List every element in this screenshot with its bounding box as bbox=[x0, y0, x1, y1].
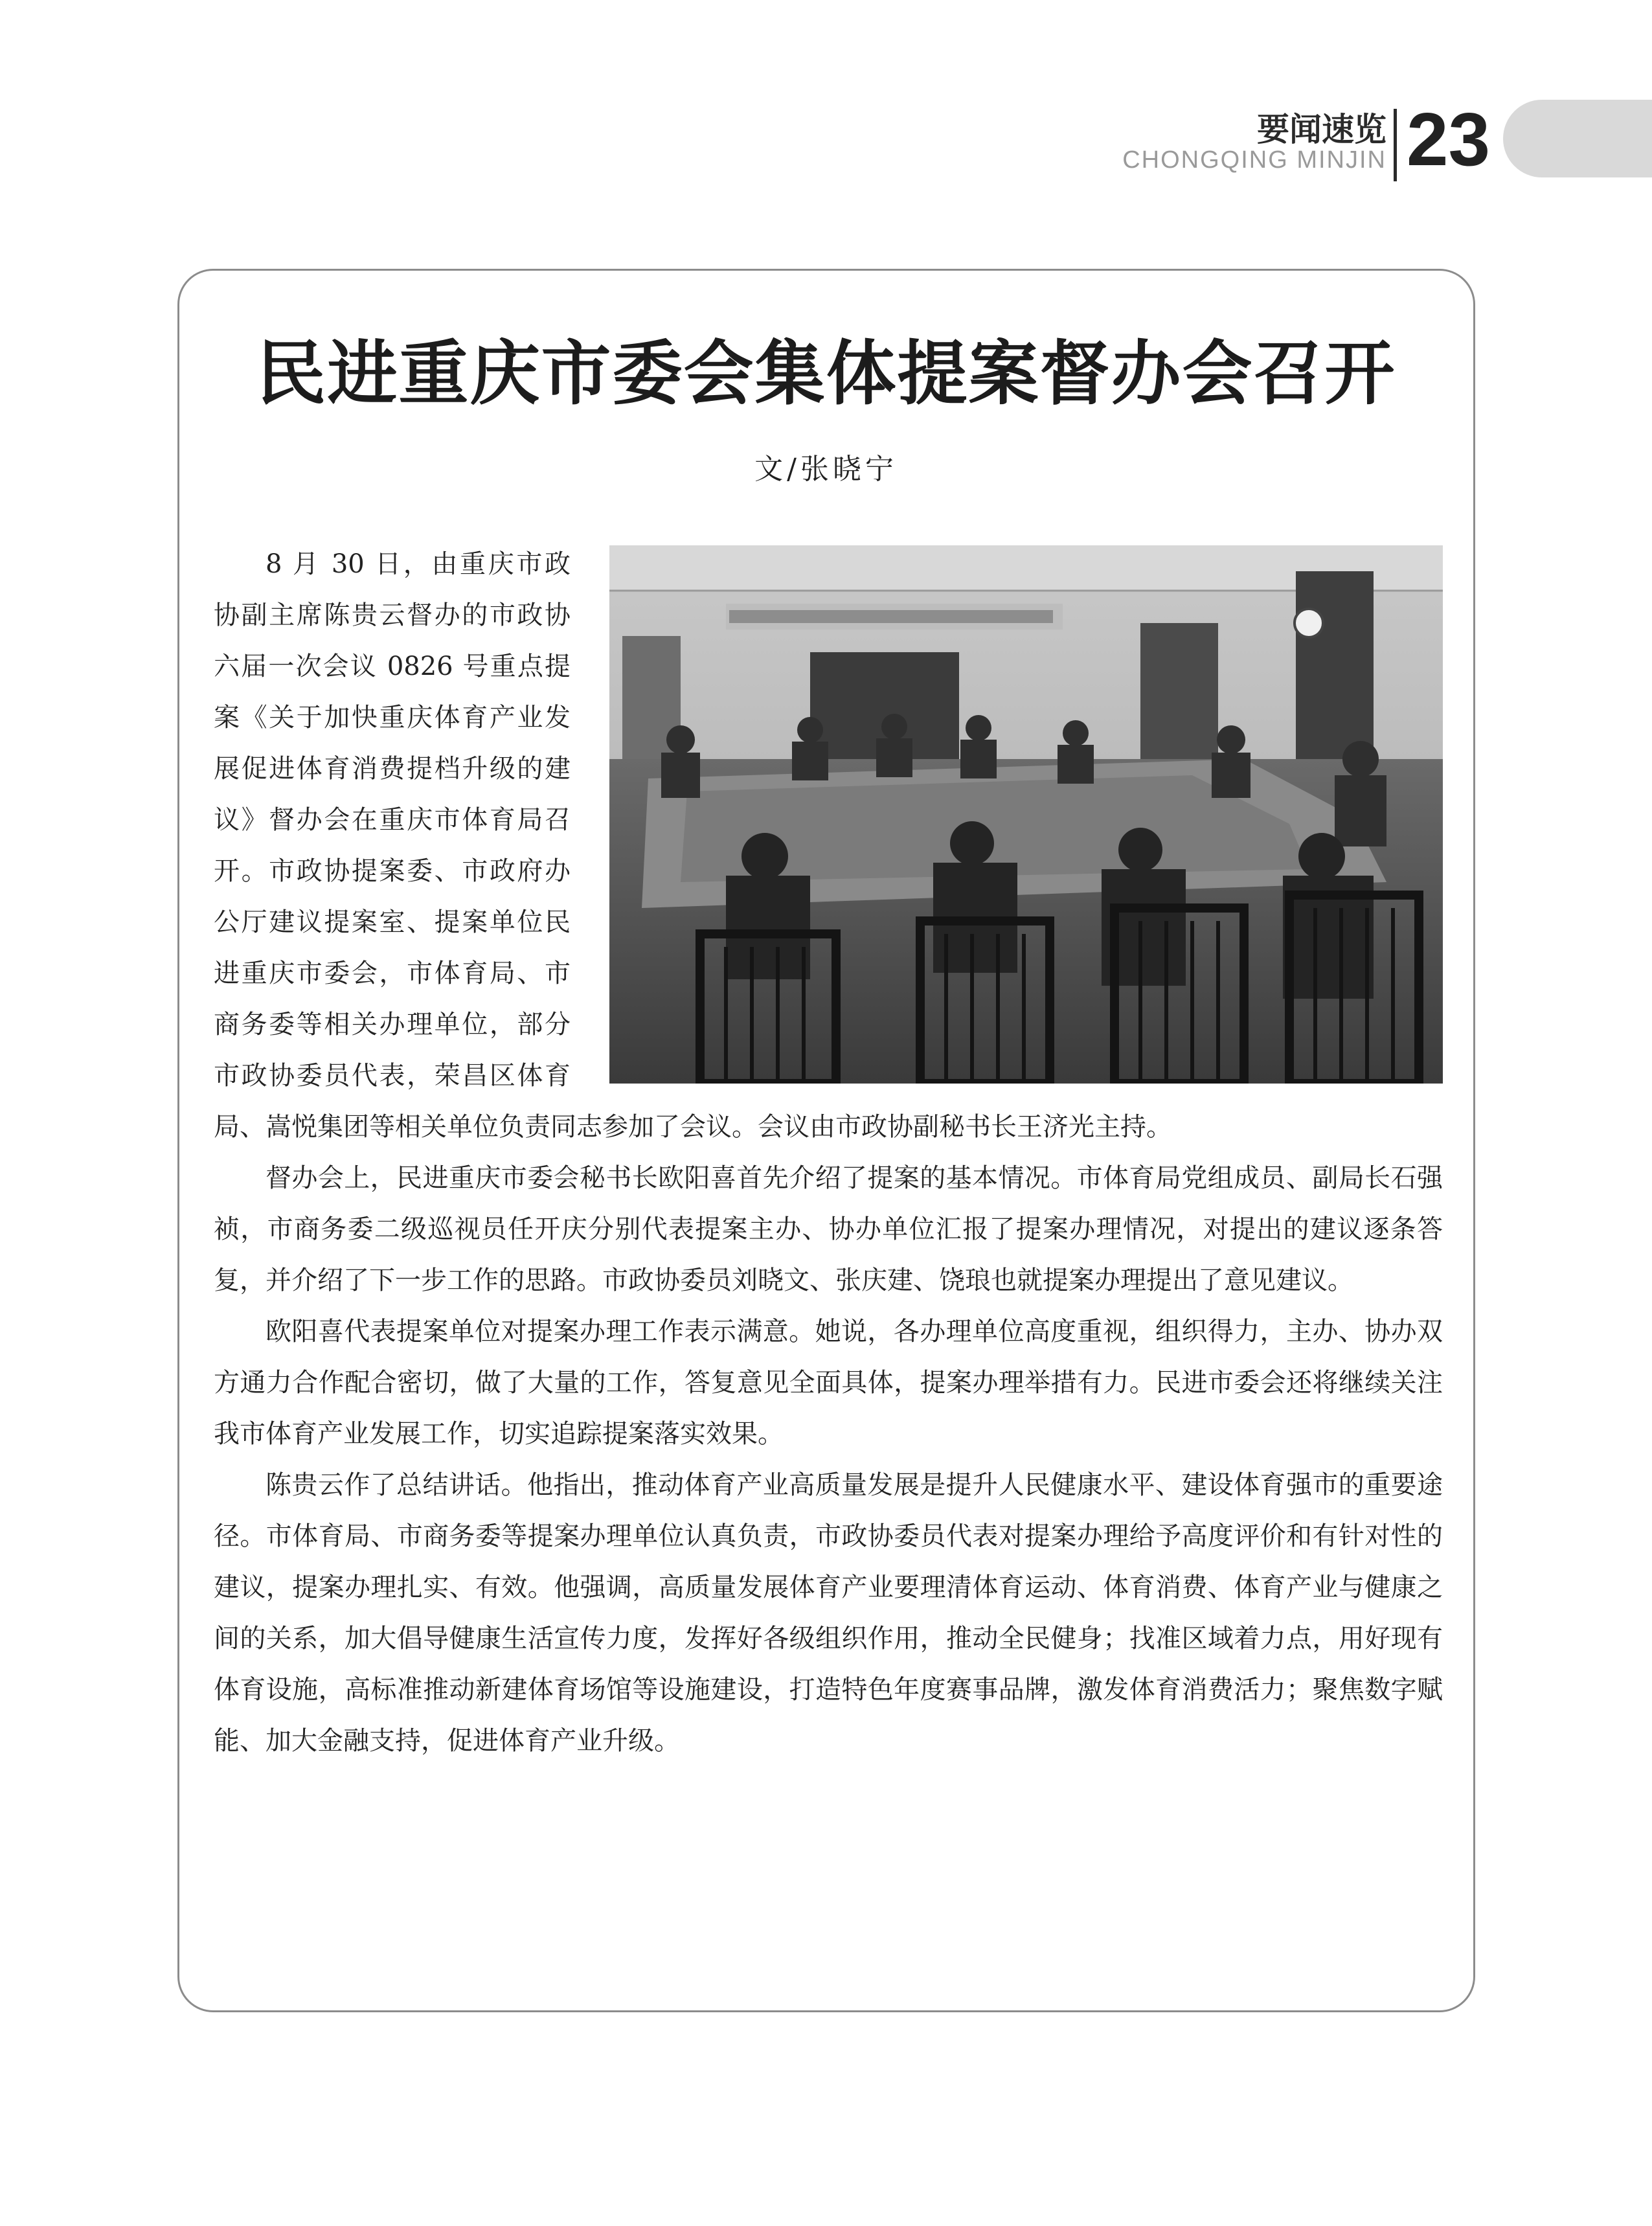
meeting-photo bbox=[609, 545, 1443, 1084]
article-body bbox=[214, 539, 1443, 1767]
article-byline: 文/张晓宁 bbox=[754, 453, 898, 486]
paragraph: 欧阳喜代表提案单位对提案办理工作表示满意。她说，各办理单位高度重视，组织得力，主办、协办双方通力合作配合密切，做了大量的工作，答复意见全面具体，提案办理举措有力。民进市委会还将继续关注我市体育产业发展工作，切实追踪提案落实效果。 bbox=[214, 1317, 1443, 1449]
page-header bbox=[1062, 97, 1652, 188]
header-divider bbox=[1394, 109, 1397, 181]
section-subtitle: CHONGQING MINJIN bbox=[1122, 146, 1386, 174]
page-number: 23 bbox=[1407, 97, 1491, 181]
paragraph: 8 月 30 日，由重庆市政协副主席陈贵云督办的市政协六届一次会议 0826 号重点提案《关于加快重庆体育产业发展促进体育消费提档升级的建议》督办会在重庆市体育局召开。市政协提案委、市政府办公厅建议提案室、提案单位民进重庆市委会，市体育局、市商务委等相关办理单位，部分市政协委员代表，荣昌区体育局、嵩悦集团等相关单位负责同志参加了会议。会议由市政协副秘书长王济光主持。 bbox=[214, 549, 1172, 1142]
paragraph: 陈贵云作了总结讲话。他指出，推动体育产业高质量发展是提升人民健康水平、建设体育强市的重要途径。市体育局、市商务委等提案办理单位认真负责，市政协委员代表对提案办理给予高度评价和有针对性的建议，提案办理扎实、有效。他强调，高质量发展体育产业要理清体育运动、体育消费、体育产业与健康之间的关系，加大倡导健康生活宣传力度，发挥好各级组织作用，推动全民健身；找准区域着力点，用好现有体育设施，高标准推动新建体育场馆等设施建设，打造特色年度赛事品牌，激发体育消费活力；聚焦数字赋能、加大金融支持，促进体育产业升级。 bbox=[214, 1470, 1443, 1756]
meeting-photo-image bbox=[609, 545, 1443, 1084]
page-tab bbox=[1503, 100, 1652, 177]
paragraph: 督办会上，民进重庆市委会秘书长欧阳喜首先介绍了提案的基本情况。市体育局党组成员、副局长石强祯，市商务委二级巡视员任开庆分别代表提案主办、协办单位汇报了提案办理情况，对提出的建议逐条答复，并介绍了下一步工作的思路。市政协委员刘晓文、张庆建、饶琅也就提案办理提出了意见建议。 bbox=[214, 1163, 1443, 1295]
article-title: 民进重庆市委会集体提案督办会召开 bbox=[256, 334, 1396, 415]
section-title: 要闻速览 bbox=[1257, 111, 1386, 148]
